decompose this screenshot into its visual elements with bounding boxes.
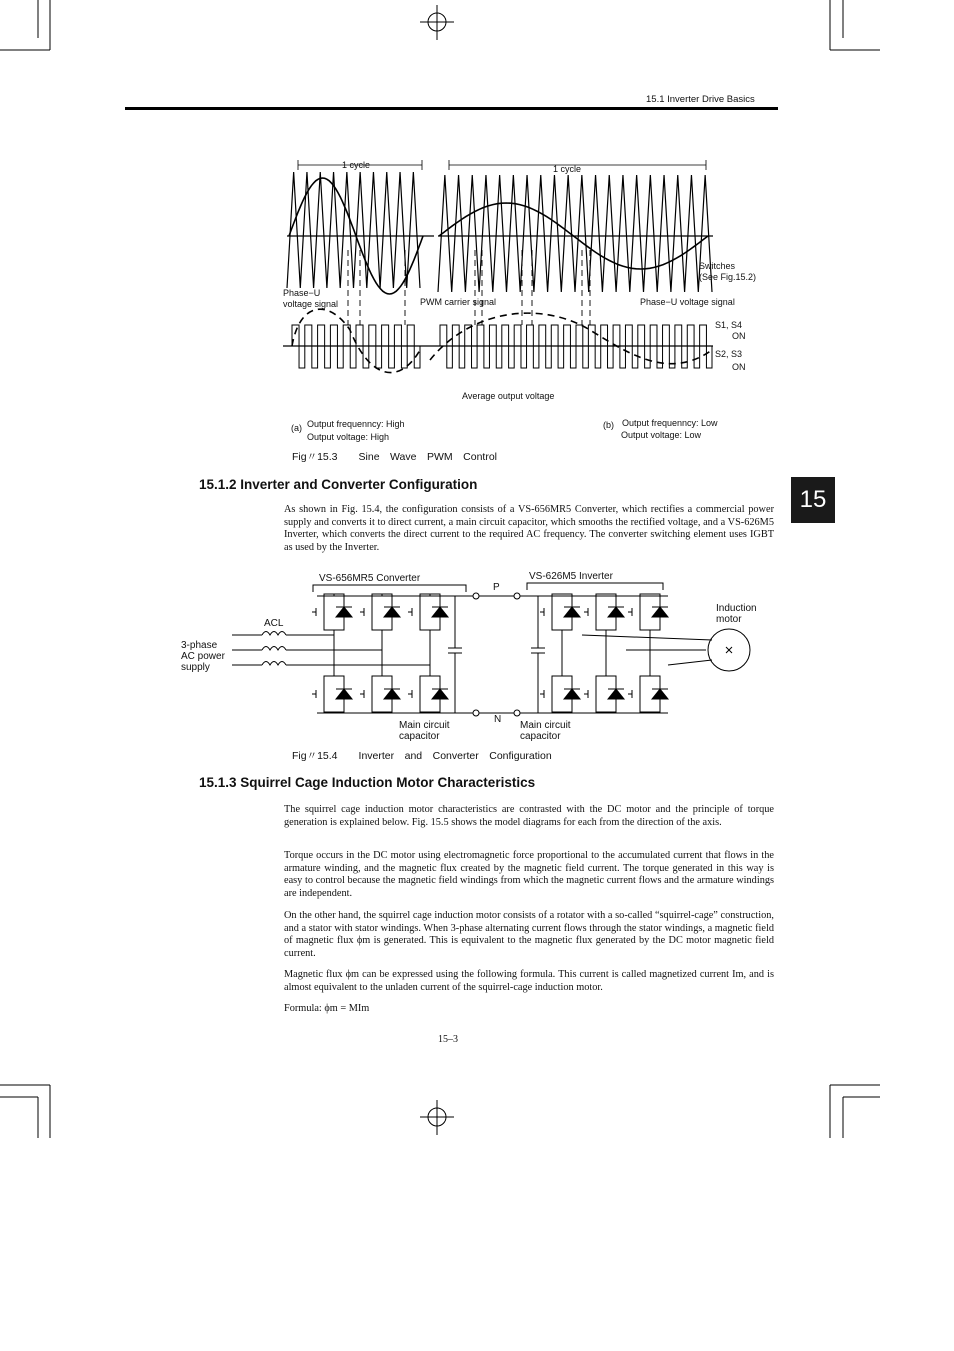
case-a-freq: Output frequenncy: High (307, 419, 405, 429)
formula: Formula: ϕm = MIm (284, 1003, 370, 1014)
inverter-lower-1-diode (608, 689, 624, 699)
case-a-tag: (a) (291, 423, 302, 433)
running-head: 15.1 Inverter Drive Basics (646, 94, 755, 105)
inverter-upper-0-igbt (540, 602, 552, 622)
case-a-volt: Output voltage: High (307, 432, 390, 442)
phase-u-label-b: Phase−U voltage signal (640, 297, 735, 307)
motor-label: Induction motor (716, 603, 757, 625)
inverter-lower-2-diode (652, 689, 668, 699)
section-15-1-3-para-4: Magnetic flux ϕm can be expressed using the following formula. This current is called magnetized current Im, and is almost equivalent to the unladen current of the squirrel-cage induction motor. (284, 969, 774, 993)
converter-upper-2-igbt (408, 602, 420, 622)
converter-upper-1-diode (384, 607, 400, 617)
s2-s3-on-label: ON (732, 362, 746, 372)
section-title-15-1-3: 15.1.3 Squirrel Cage Induction Motor Characteristics (199, 775, 536, 790)
inverter-upper-1-igbt (584, 602, 596, 622)
pwm-carrier-label: PWM carrier signal (420, 297, 497, 307)
acl-label: ACL (264, 618, 284, 629)
s1-s4-on-label: ON (732, 331, 746, 341)
inverter-upper-2-igbt (628, 602, 640, 622)
n-bus-label: N (494, 714, 502, 725)
inverter-lower-0-igbt (540, 684, 552, 704)
inverter-label: VS-626M5 Inverter (529, 571, 613, 582)
section-15-1-3-para-3: On the other hand, the squirrel cage induction motor consists of a rotator with a so-called “squirrel-cage” construction, and a stator with stator windings. When 3-phase alternating current flows through the stator windings, a magnetic field of magnetic flux ϕm is generated. This is equivalent to the magnetic flux generated by the DC motor magnetic field current. (284, 910, 774, 959)
inverter-upper-1-diode (608, 607, 624, 617)
converter-upper-1-igbt (360, 602, 372, 622)
capacitor-label-right: Main circuit capacitor (520, 720, 571, 742)
converter-lower-0-diode (336, 689, 352, 699)
converter-upper-2-diode (432, 607, 448, 617)
converter-lower-2-diode (432, 689, 448, 699)
fig-15-4-caption: Fig〃15.4 Inverter and Converter Configuration (292, 750, 552, 762)
inverter-lower-0-diode (564, 689, 580, 699)
case-b-freq: Output frequenncy: Low (622, 418, 718, 428)
avg-voltage-label: Average output voltage (462, 391, 555, 401)
page-number: 15–3 (438, 1034, 458, 1045)
converter-lower-1-diode (384, 689, 400, 699)
converter-upper-0-igbt (312, 602, 324, 622)
phase-u-label-a: Phase−U voltage signal (283, 288, 339, 309)
s2-s3-label: S2, S3 (715, 349, 743, 359)
converter-label: VS-656MR5 Converter (319, 573, 421, 584)
fig-15-3-caption: Fig〃15.3 Sine Wave PWM Control (292, 451, 497, 463)
converter-lower-0-igbt (312, 684, 324, 704)
inverter-lower-1-igbt (584, 684, 596, 704)
inverter-lower-2-igbt (628, 684, 640, 704)
case-b-volt: Output voltage: Low (621, 430, 702, 440)
cycle-label-b: 1 cycle (553, 164, 582, 174)
chapter-tab: 15 (791, 477, 835, 523)
switches-label: Switches (See Fig.15.2) (699, 261, 757, 282)
case-b-tag: (b) (603, 420, 614, 430)
converter-upper-0-diode (336, 607, 352, 617)
section-15-1-2-paragraph: As shown in Fig. 15.4, the configuration consists of a VS-656MR5 Converter, which rectifies a commercial power supply and converts it to direct current, a main circuit capacitor, which smooths the rectified voltage, and a VS-626M5 Inverter, which converts the direct current to the required AC frequency. The converter switching element uses IGBT as used by the Inverter. (284, 504, 774, 553)
inverter-upper-2-diode (652, 607, 668, 617)
s1-s4-label: S1, S4 (715, 320, 743, 330)
converter-lower-1-igbt (360, 684, 372, 704)
section-15-1-3-para-1: The squirrel cage induction motor characteristics are contrasted with the DC motor and the principle of torque generation is explained below. Fig. 15.5 shows the model diagrams for each from the direction of the axis. (284, 804, 774, 828)
p-bus-label: P (493, 582, 500, 593)
section-title-15-1-2: 15.1.2 Inverter and Converter Configuration (199, 477, 478, 492)
capacitor-label-left: Main circuit capacitor (399, 720, 450, 742)
inverter-upper-0-diode (564, 607, 580, 617)
cycle-label-a: 1 cycle (342, 160, 371, 170)
section-15-1-3-para-2: Torque occurs in the DC motor using electromagnetic force proportional to the accumulated current that flows in the armature winding, and the magnetic flux created by the magnetic field current. The torque generated in this way is easy to control because the magnetic field windings from which the magnetic current flows and the armature windings are independent. (284, 850, 774, 899)
supply-label: 3-phase AC power supply (181, 640, 225, 673)
converter-lower-2-igbt (408, 684, 420, 704)
